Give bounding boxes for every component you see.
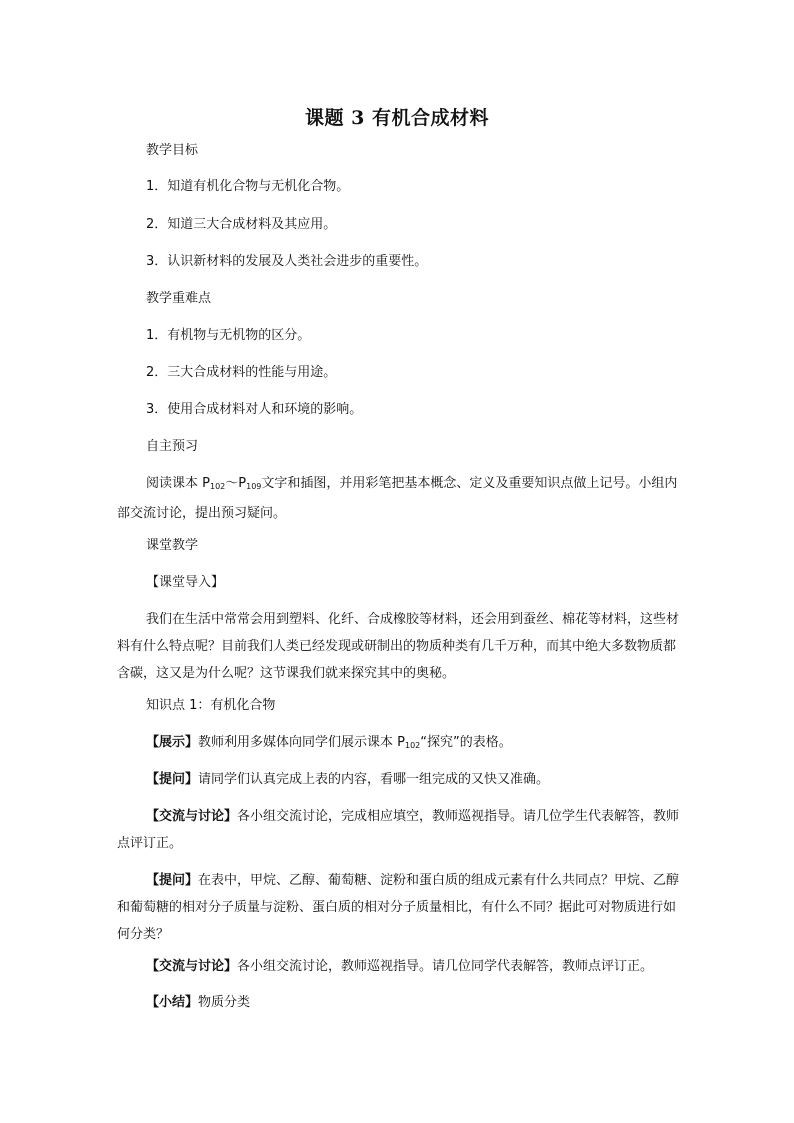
discuss2-label: 【交流与讨论】 — [146, 959, 238, 974]
ask1-label: 【提问】 — [146, 772, 199, 787]
summary-label: 【小结】 — [146, 995, 199, 1010]
goal-item-1: 1．知道有机化合物与无机化合物。 — [146, 179, 350, 194]
goals-heading: 教学目标 — [146, 143, 199, 158]
show-text-start: 教师利用多媒体向同学们展示课本 P — [198, 735, 405, 750]
show-label: 【展示】 — [146, 735, 199, 750]
knowledge-point-1-heading: 知识点 1：有机化合物 — [146, 698, 276, 713]
difficulty-item-1: 1．有机物与无机物的区分。 — [146, 328, 311, 343]
document-title: 课题 3 有机合成材料 — [305, 107, 489, 129]
preview-text-mid: ～P — [225, 476, 247, 491]
goal-item-3: 3．认识新材料的发展及人类社会进步的重要性。 — [146, 254, 428, 269]
ask1-text: 请同学们认真完成上表的内容，看哪一组完成的又快又准确。 — [198, 772, 550, 787]
preview-page-start: 102 — [209, 482, 226, 491]
ask2-paragraph — [117, 867, 683, 948]
preview-paragraph — [117, 470, 683, 527]
ask1-paragraph — [146, 771, 549, 789]
difficulty-item-3: 3．使用合成材料对人和环境的影响。 — [146, 402, 363, 417]
classroom-heading: 课堂教学 — [146, 538, 199, 553]
preview-heading: 自主预习 — [146, 439, 199, 454]
show-page: 102 — [405, 741, 421, 750]
ask2-label: 【提问】 — [146, 873, 199, 888]
ask2-text: 在表中，甲烷、乙醇、葡萄糖、淀粉和蛋白质的组成元素有什么共同点？甲烷、乙醇和葡萄糖的相对分子质量与淀粉、蛋白质的相对分子质量相比，有什么不同？据此可对物质进行如何分类？ — [117, 873, 680, 942]
preview-text-start: 阅读课本 P — [146, 476, 210, 491]
discuss2-paragraph — [146, 958, 653, 976]
show-paragraph — [146, 734, 512, 755]
discuss1-text: 各小组交流讨论，完成相应填空，教师巡视指导。请几位学生代表解答，教师点评订正。 — [117, 809, 680, 851]
preview-text-end: 文字和插图，并用彩笔把基本概念、定义及重要知识点做上记号。小组内部交流讨论，提出预习疑问。 — [117, 476, 678, 521]
discuss1-label: 【交流与讨论】 — [146, 809, 238, 824]
summary-text: 物质分类 — [198, 995, 251, 1010]
difficulty-item-2: 2．三大合成材料的性能与用途。 — [146, 365, 337, 380]
difficulties-heading: 教学重难点 — [146, 291, 212, 306]
discuss2-text: 各小组交流讨论，教师巡视指导。请几位同学代表解答，教师点评订正。 — [237, 959, 654, 974]
preview-page-end: 109 — [246, 482, 262, 491]
intro-paragraph: 我们在生活中常常会用到塑料、化纤、合成橡胶等材料，还会用到蚕丝、棉花等材料，这些材料有什么特点呢？目前我们人类已经发现或研制出的物质种类有几千万种，而其中绝大多数物质都含碳，这又是为什么呢？这节课我们就来探究其中的奥秘。 — [117, 612, 680, 681]
discuss1-paragraph — [117, 803, 683, 857]
intro-label: 【课堂导入】 — [146, 575, 225, 590]
summary-paragraph — [146, 994, 250, 1012]
show-text-end: “探究”的表格。 — [420, 735, 512, 750]
goal-item-2: 2．知道三大合成材料及其应用。 — [146, 217, 337, 232]
